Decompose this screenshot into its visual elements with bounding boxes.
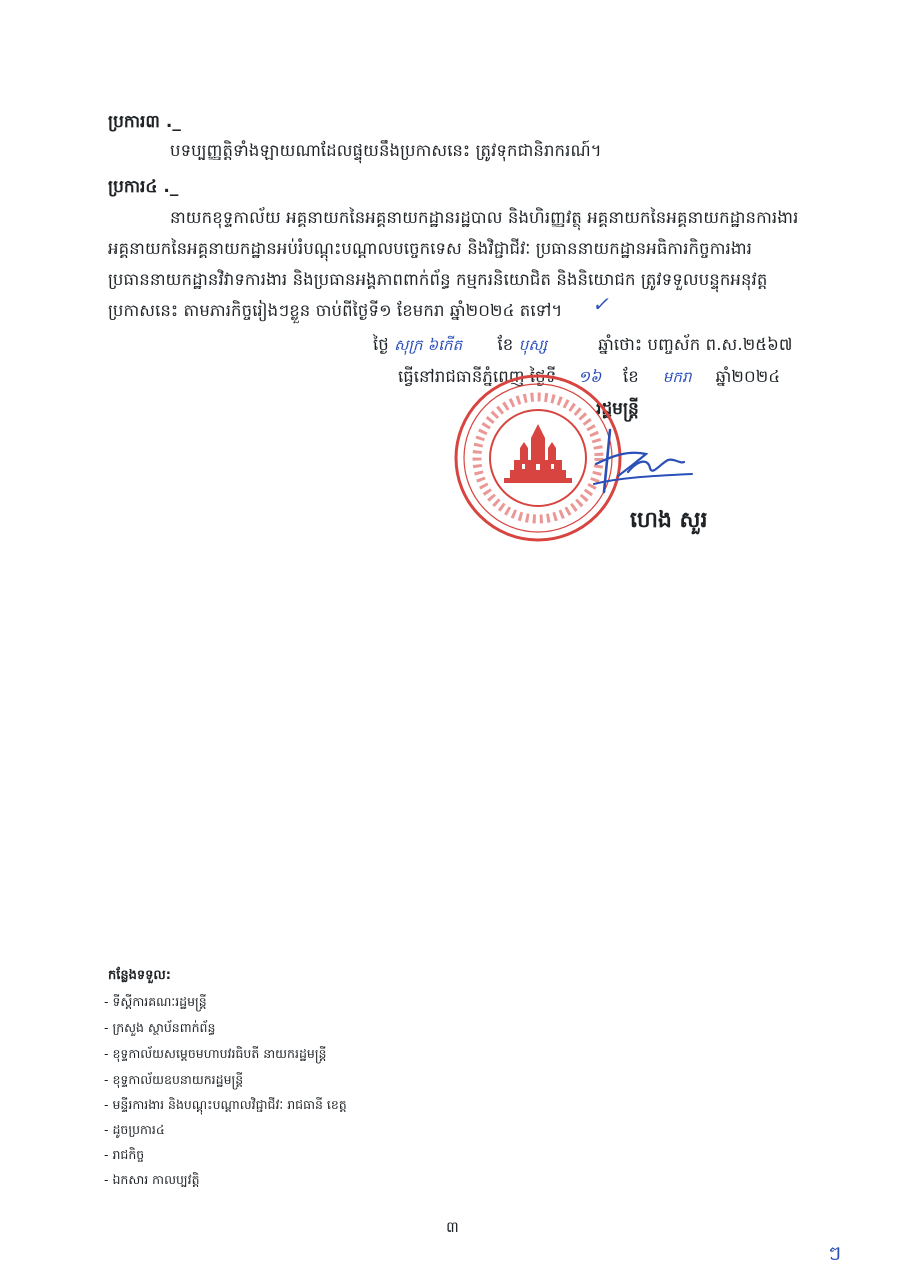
handwritten-signature xyxy=(588,420,698,498)
lunar-year: ឆ្នាំថោះ បញ្ចស័ក ព.ស.២៥៦៧ xyxy=(598,335,793,354)
place-prefix: ធ្វើនៅរាជធានីភ្នំពេញ ថ្ងៃទី xyxy=(398,367,557,386)
article-3-body: បទប្បញ្ញត្តិទាំងឡាយណាដែលផ្ទុយនឹងប្រកាសនេះ ត្រូវទុកជានិរាករណ៍។ xyxy=(170,141,602,160)
recipient-item: - ឯកសារ កាលប្បវត្តិ xyxy=(104,1172,200,1187)
recipient-item: - មន្ទីរការងារ និងបណ្តុះបណ្តាលវិជ្ជាជីវៈ រាជធានី ខេត្ត xyxy=(104,1097,347,1112)
handwritten-initials: ✓ xyxy=(592,292,609,316)
solar-month-prefix: ខែ xyxy=(623,367,639,386)
corner-mark: ៗ xyxy=(828,1241,842,1265)
recipient-item: - ក្រសួង ស្ថាប័នពាក់ព័ន្ធ xyxy=(104,1020,216,1035)
lunar-month-handwritten: បុស្ស xyxy=(518,336,548,354)
article-4-line-4: ប្រកាសនេះ តាមភារកិច្ចរៀងៗខ្លួន ចាប់ពីថ្ងៃទី១ ខែមករា ឆ្នាំ២០២៤ តទៅ។ xyxy=(108,301,563,320)
recipient-item: - ដូចប្រការ៤ xyxy=(104,1122,165,1137)
article-4-line-1: នាយកខុទ្ទកាល័យ អគ្គនាយកនៃអគ្គនាយកដ្ឋានរដ្ឋបាល និងហិរញ្ញវត្ថុ អគ្គនាយកនៃអគ្គនាយកដ្ឋានការងារ xyxy=(170,208,799,227)
lunar-day-handwritten: សុក្រ ៦កើត xyxy=(394,336,463,354)
signatory-name: ហេង សួរ xyxy=(630,508,708,533)
article-3-title: ប្រការ៣ ._ xyxy=(108,112,181,132)
lunar-month-prefix: ខែ xyxy=(497,335,514,354)
recipient-item: - រាជកិច្ច xyxy=(104,1147,145,1162)
minister-title: រដ្ឋមន្ត្រី xyxy=(596,399,639,419)
solar-day-handwritten: ១៦ xyxy=(577,367,602,386)
recipient-item: - ទីស្តីការគណៈរដ្ឋមន្ត្រី xyxy=(104,994,207,1009)
recipients-heading: កន្លែងទទួល: xyxy=(108,968,171,983)
page-number: ៣ xyxy=(446,1218,459,1236)
solar-month-handwritten: មករា xyxy=(662,368,692,386)
lunar-date-line xyxy=(373,335,793,359)
recipient-item: - ខុទ្ទកាល័យសម្តេចមហាបវរធិបតី នាយករដ្ឋមន្ត្រី xyxy=(104,1046,327,1061)
lunar-day-prefix: ថ្ងៃ xyxy=(373,335,389,354)
article-4-line-3: ប្រធាននាយកដ្ឋានវិវាទការងារ និងប្រធានអង្គភាពពាក់ព័ន្ធ កម្មករនិយោជិត និងនិយោជក ត្រូវទទួលបន្ទុកអនុវត្ត xyxy=(108,270,768,289)
article-4-line-2: អគ្គនាយកនៃអគ្គនាយកដ្ឋានអប់រំបណ្តុះបណ្តាលបច្ចេកទេស និងវិជ្ជាជីវៈ ប្រធាននាយកដ្ឋានអធិការកិច្ចការងារ xyxy=(108,239,752,258)
recipient-item: - ខុទ្ទកាល័យឧបនាយករដ្ឋមន្ត្រី xyxy=(104,1072,244,1087)
article-4-title: ប្រការ៤ ._ xyxy=(108,177,179,197)
solar-year: ឆ្នាំ២០២៤ xyxy=(715,367,781,386)
